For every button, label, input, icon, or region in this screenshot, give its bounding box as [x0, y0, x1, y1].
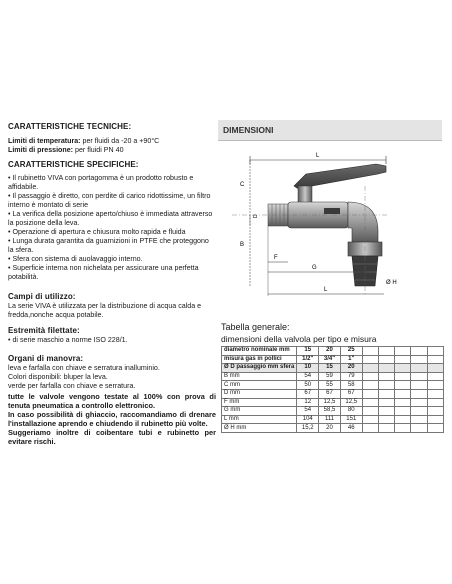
- row-value: 58: [340, 381, 362, 390]
- temp-label: Limiti di temperatura:: [8, 137, 81, 145]
- empty-cell: [427, 389, 443, 398]
- row-value: 50: [297, 381, 319, 390]
- empty-cell: [395, 381, 411, 390]
- empty-cell: [411, 372, 427, 381]
- table-row: [222, 355, 444, 364]
- empty-cell: [427, 381, 443, 390]
- bullet-item: • Sfera con sistema di auolavaggio interno.: [8, 255, 143, 263]
- dimensions-table: [221, 346, 444, 433]
- table-row: [222, 364, 444, 373]
- empty-cell: [395, 364, 411, 373]
- row-label: F mm: [222, 398, 297, 407]
- dimensions-title: DIMENSIONI: [223, 125, 274, 135]
- empty-cell: [378, 424, 394, 433]
- empty-cell: [411, 424, 427, 433]
- bullet-item: • Lunga durata garantita da guarnizioni in PTFE che proteggono la sfera.: [8, 237, 209, 254]
- row-label: B mm: [222, 372, 297, 381]
- empty-cell: [427, 424, 443, 433]
- table-row: [222, 347, 444, 356]
- row-value: 79: [340, 372, 362, 381]
- table-row: [222, 398, 444, 407]
- row-value: 1": [340, 355, 362, 364]
- row-label: C mm: [222, 381, 297, 390]
- empty-cell: [378, 398, 394, 407]
- controls-title: Organi di manovra:: [8, 354, 84, 363]
- dim-label-b: B: [240, 242, 245, 248]
- temp-value: per fluidi da -20 a +90°C: [80, 137, 160, 145]
- row-value: 104: [297, 415, 319, 424]
- empty-cell: [411, 398, 427, 407]
- row-value: 67: [319, 389, 341, 398]
- empty-cell: [395, 398, 411, 407]
- empty-cell: [411, 364, 427, 373]
- stem-shape: [298, 186, 312, 204]
- elbow-shape: [348, 202, 378, 242]
- bullet-item: • Il passaggio è diretto, con perdite di carico ridottissime, un filtro interno è montato di serie: [8, 192, 211, 209]
- row-value: 46: [340, 424, 362, 433]
- threads-title: Estremità filettate:: [8, 326, 80, 335]
- row-label: Ø D passaggio mm sfera: [222, 364, 297, 373]
- empty-cell: [395, 355, 411, 364]
- row-value: 1/2": [297, 355, 319, 364]
- controls-lines: [8, 364, 216, 391]
- empty-cell: [427, 347, 443, 356]
- row-value: 20: [340, 364, 362, 373]
- row-value: 15: [297, 347, 319, 356]
- controls-line: Colori disponibili: bluper la leva.: [8, 373, 108, 381]
- empty-cell: [395, 372, 411, 381]
- empty-cell: [427, 415, 443, 424]
- specific-title: CARATTERISTICHE SPECIFICHE:: [8, 160, 139, 169]
- uses-text: La serie VIVA è utilizzata per la distribuzione di acqua calda e fredda,nonche acqua potabile.: [8, 302, 202, 319]
- table-row: [222, 389, 444, 398]
- tech-lines: [8, 137, 216, 155]
- note-ice: In caso possibilità di ghiaccio, raccomandiamo di drenare l'installazione aprendo e chiudendo il rubinetto più volte.: [8, 410, 216, 428]
- dim-label-d: D: [253, 214, 259, 218]
- row-label: Ø H mm: [222, 424, 297, 433]
- table-row: [222, 381, 444, 390]
- dim-label-l-bottom: L: [324, 287, 328, 293]
- row-value: 55: [319, 381, 341, 390]
- row-value: 67: [340, 389, 362, 398]
- empty-cell: [362, 355, 378, 364]
- row-value: 20: [319, 347, 341, 356]
- empty-cell: [411, 389, 427, 398]
- uses-title: Campi di utilizzo:: [8, 292, 76, 301]
- empty-cell: [395, 415, 411, 424]
- controls-line: leva e farfalla con chiave e serratura inalluminio.: [8, 364, 160, 372]
- empty-cell: [378, 381, 394, 390]
- empty-cell: [362, 407, 378, 416]
- empty-cell: [362, 415, 378, 424]
- dimensions-header: [218, 120, 442, 141]
- pressure-label: Limiti di pressione:: [8, 146, 74, 154]
- row-value: 12,5: [340, 398, 362, 407]
- notes: [8, 392, 216, 446]
- row-value: 12,5: [319, 398, 341, 407]
- empty-cell: [395, 347, 411, 356]
- row-label: diametro nominale mm: [222, 347, 297, 356]
- dim-label-g: G: [312, 265, 317, 271]
- threads-text: • di serie maschio a norme ISO 228/1.: [8, 336, 128, 344]
- empty-cell: [378, 347, 394, 356]
- empty-cell: [411, 355, 427, 364]
- empty-cell: [411, 415, 427, 424]
- empty-cell: [362, 381, 378, 390]
- tech-title: CARATTERISTICHE TECNICHE:: [8, 122, 132, 131]
- row-label: misura gas in pollici: [222, 355, 297, 364]
- pressure-value: per fluidi PN 40: [73, 146, 124, 154]
- empty-cell: [362, 364, 378, 373]
- empty-cell: [378, 407, 394, 416]
- empty-cell: [378, 364, 394, 373]
- table-subtitle: dimensioni della valvola per tipo e misura: [221, 334, 377, 344]
- table-title: Tabella generale:: [221, 322, 290, 332]
- empty-cell: [427, 407, 443, 416]
- empty-cell: [362, 389, 378, 398]
- bullet-item: • Il rubinetto VIVA con portagomma è un prodotto robusto e affidabile.: [8, 174, 194, 191]
- note-test: tutte le valvole vengono testate al 100% con prova di tenuta pneumatica a controllo elettronico.: [8, 392, 216, 410]
- table-row: [222, 415, 444, 424]
- empty-cell: [411, 381, 427, 390]
- row-value: 25: [340, 347, 362, 356]
- bullet-item: • Superficie interna non nichelata per assicurare una perfetta potabilità.: [8, 264, 199, 281]
- row-value: 54: [297, 372, 319, 381]
- bullet-item: • Operazione di apertura e chiusura molto rapida e fluida: [8, 228, 186, 236]
- row-label: L mm: [222, 415, 297, 424]
- row-value: 54: [297, 407, 319, 416]
- dim-label-l-top: L: [316, 153, 320, 159]
- valve-drawing: [228, 146, 442, 306]
- empty-cell: [362, 347, 378, 356]
- row-value: 59: [319, 372, 341, 381]
- empty-cell: [362, 398, 378, 407]
- dim-label-c: C: [240, 182, 245, 188]
- row-value: 10: [297, 364, 319, 373]
- bullet-item: • La verifica della posizione aperto/chiuso è immediata attraverso la posizione della leva.: [8, 210, 213, 227]
- controls-line: verde per farfalla con chiave e serratura.: [8, 382, 136, 390]
- empty-cell: [395, 407, 411, 416]
- empty-cell: [378, 389, 394, 398]
- empty-cell: [378, 415, 394, 424]
- table-row: [222, 407, 444, 416]
- empty-cell: [427, 355, 443, 364]
- table-row: [222, 424, 444, 433]
- row-value: 80: [340, 407, 362, 416]
- row-value: 12: [297, 398, 319, 407]
- empty-cell: [427, 364, 443, 373]
- note-insulation: Suggeriamo inoltre di coibentare tubi e rubinetto per evitare rischi.: [8, 428, 216, 446]
- table-row: [222, 372, 444, 381]
- empty-cell: [378, 372, 394, 381]
- dim-label-h: Ø H: [386, 280, 397, 286]
- empty-cell: [378, 355, 394, 364]
- row-value: 3/4": [319, 355, 341, 364]
- row-value: 15,2: [297, 424, 319, 433]
- empty-cell: [395, 424, 411, 433]
- row-value: 58,5: [319, 407, 341, 416]
- empty-cell: [427, 372, 443, 381]
- row-value: 15: [319, 364, 341, 373]
- row-value: 151: [340, 415, 362, 424]
- dim-label-f: F: [274, 255, 278, 261]
- empty-cell: [411, 407, 427, 416]
- empty-cell: [362, 372, 378, 381]
- empty-cell: [362, 424, 378, 433]
- row-value: 67: [297, 389, 319, 398]
- empty-cell: [411, 347, 427, 356]
- row-value: 111: [319, 415, 341, 424]
- specific-bullets: [8, 174, 216, 282]
- row-value: 20: [319, 424, 341, 433]
- empty-cell: [395, 389, 411, 398]
- empty-cell: [427, 398, 443, 407]
- row-label: D mm: [222, 389, 297, 398]
- row-label: G mm: [222, 407, 297, 416]
